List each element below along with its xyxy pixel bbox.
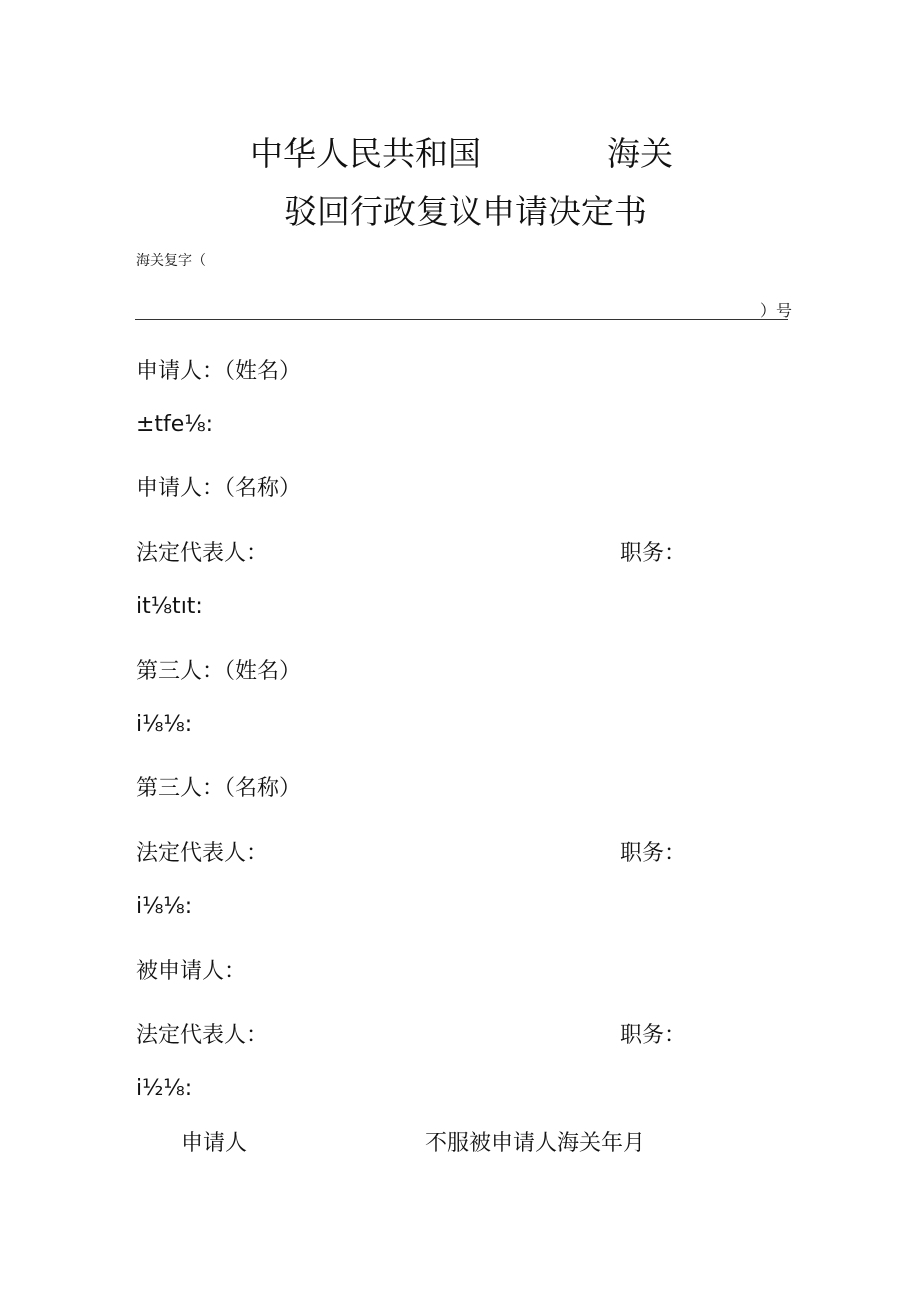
applicant-org-label: 申请人：（名称） [136, 476, 302, 501]
respondent-rep-label: 法定代表人： [136, 1023, 269, 1048]
applicant-org-address-label: it⅛tıt: [136, 594, 203, 619]
doc-number-underline [135, 319, 788, 320]
third-party-person-address-label: i⅛⅛: [136, 712, 193, 737]
applicant-org-rep-label: 法定代表人： [136, 541, 269, 566]
third-party-person-label: 第三人：（姓名） [136, 659, 302, 684]
third-party-org-address-label: i⅛⅛: [136, 894, 193, 919]
respondent-label: 被申请人： [136, 959, 247, 984]
third-party-org-position-label: 职务： [620, 841, 687, 866]
applicant-person-label: 申请人：（姓名） [136, 359, 302, 384]
third-party-org-label: 第三人：（名称） [136, 776, 302, 801]
title-line1-country: 中华人民共和国 [250, 134, 481, 173]
doc-number-suffix: ）号 [760, 301, 793, 320]
doc-number-prefix: 海关复字（ [136, 253, 206, 269]
applicant-person-address-label: ±tfe⅛: [136, 412, 214, 437]
applicant-org-position-label: 职务： [620, 541, 687, 566]
title-line2: 驳回行政复议申请决定书 [284, 192, 647, 231]
title-line1-customs: 海关 [607, 134, 673, 173]
body-text-dispute: 不服被申请人海关年月 [425, 1131, 646, 1156]
third-party-org-rep-label: 法定代表人： [136, 841, 269, 866]
body-text-applicant: 申请人 [181, 1131, 248, 1156]
respondent-position-label: 职务： [620, 1023, 687, 1048]
respondent-address-label: i½⅛: [136, 1076, 193, 1101]
